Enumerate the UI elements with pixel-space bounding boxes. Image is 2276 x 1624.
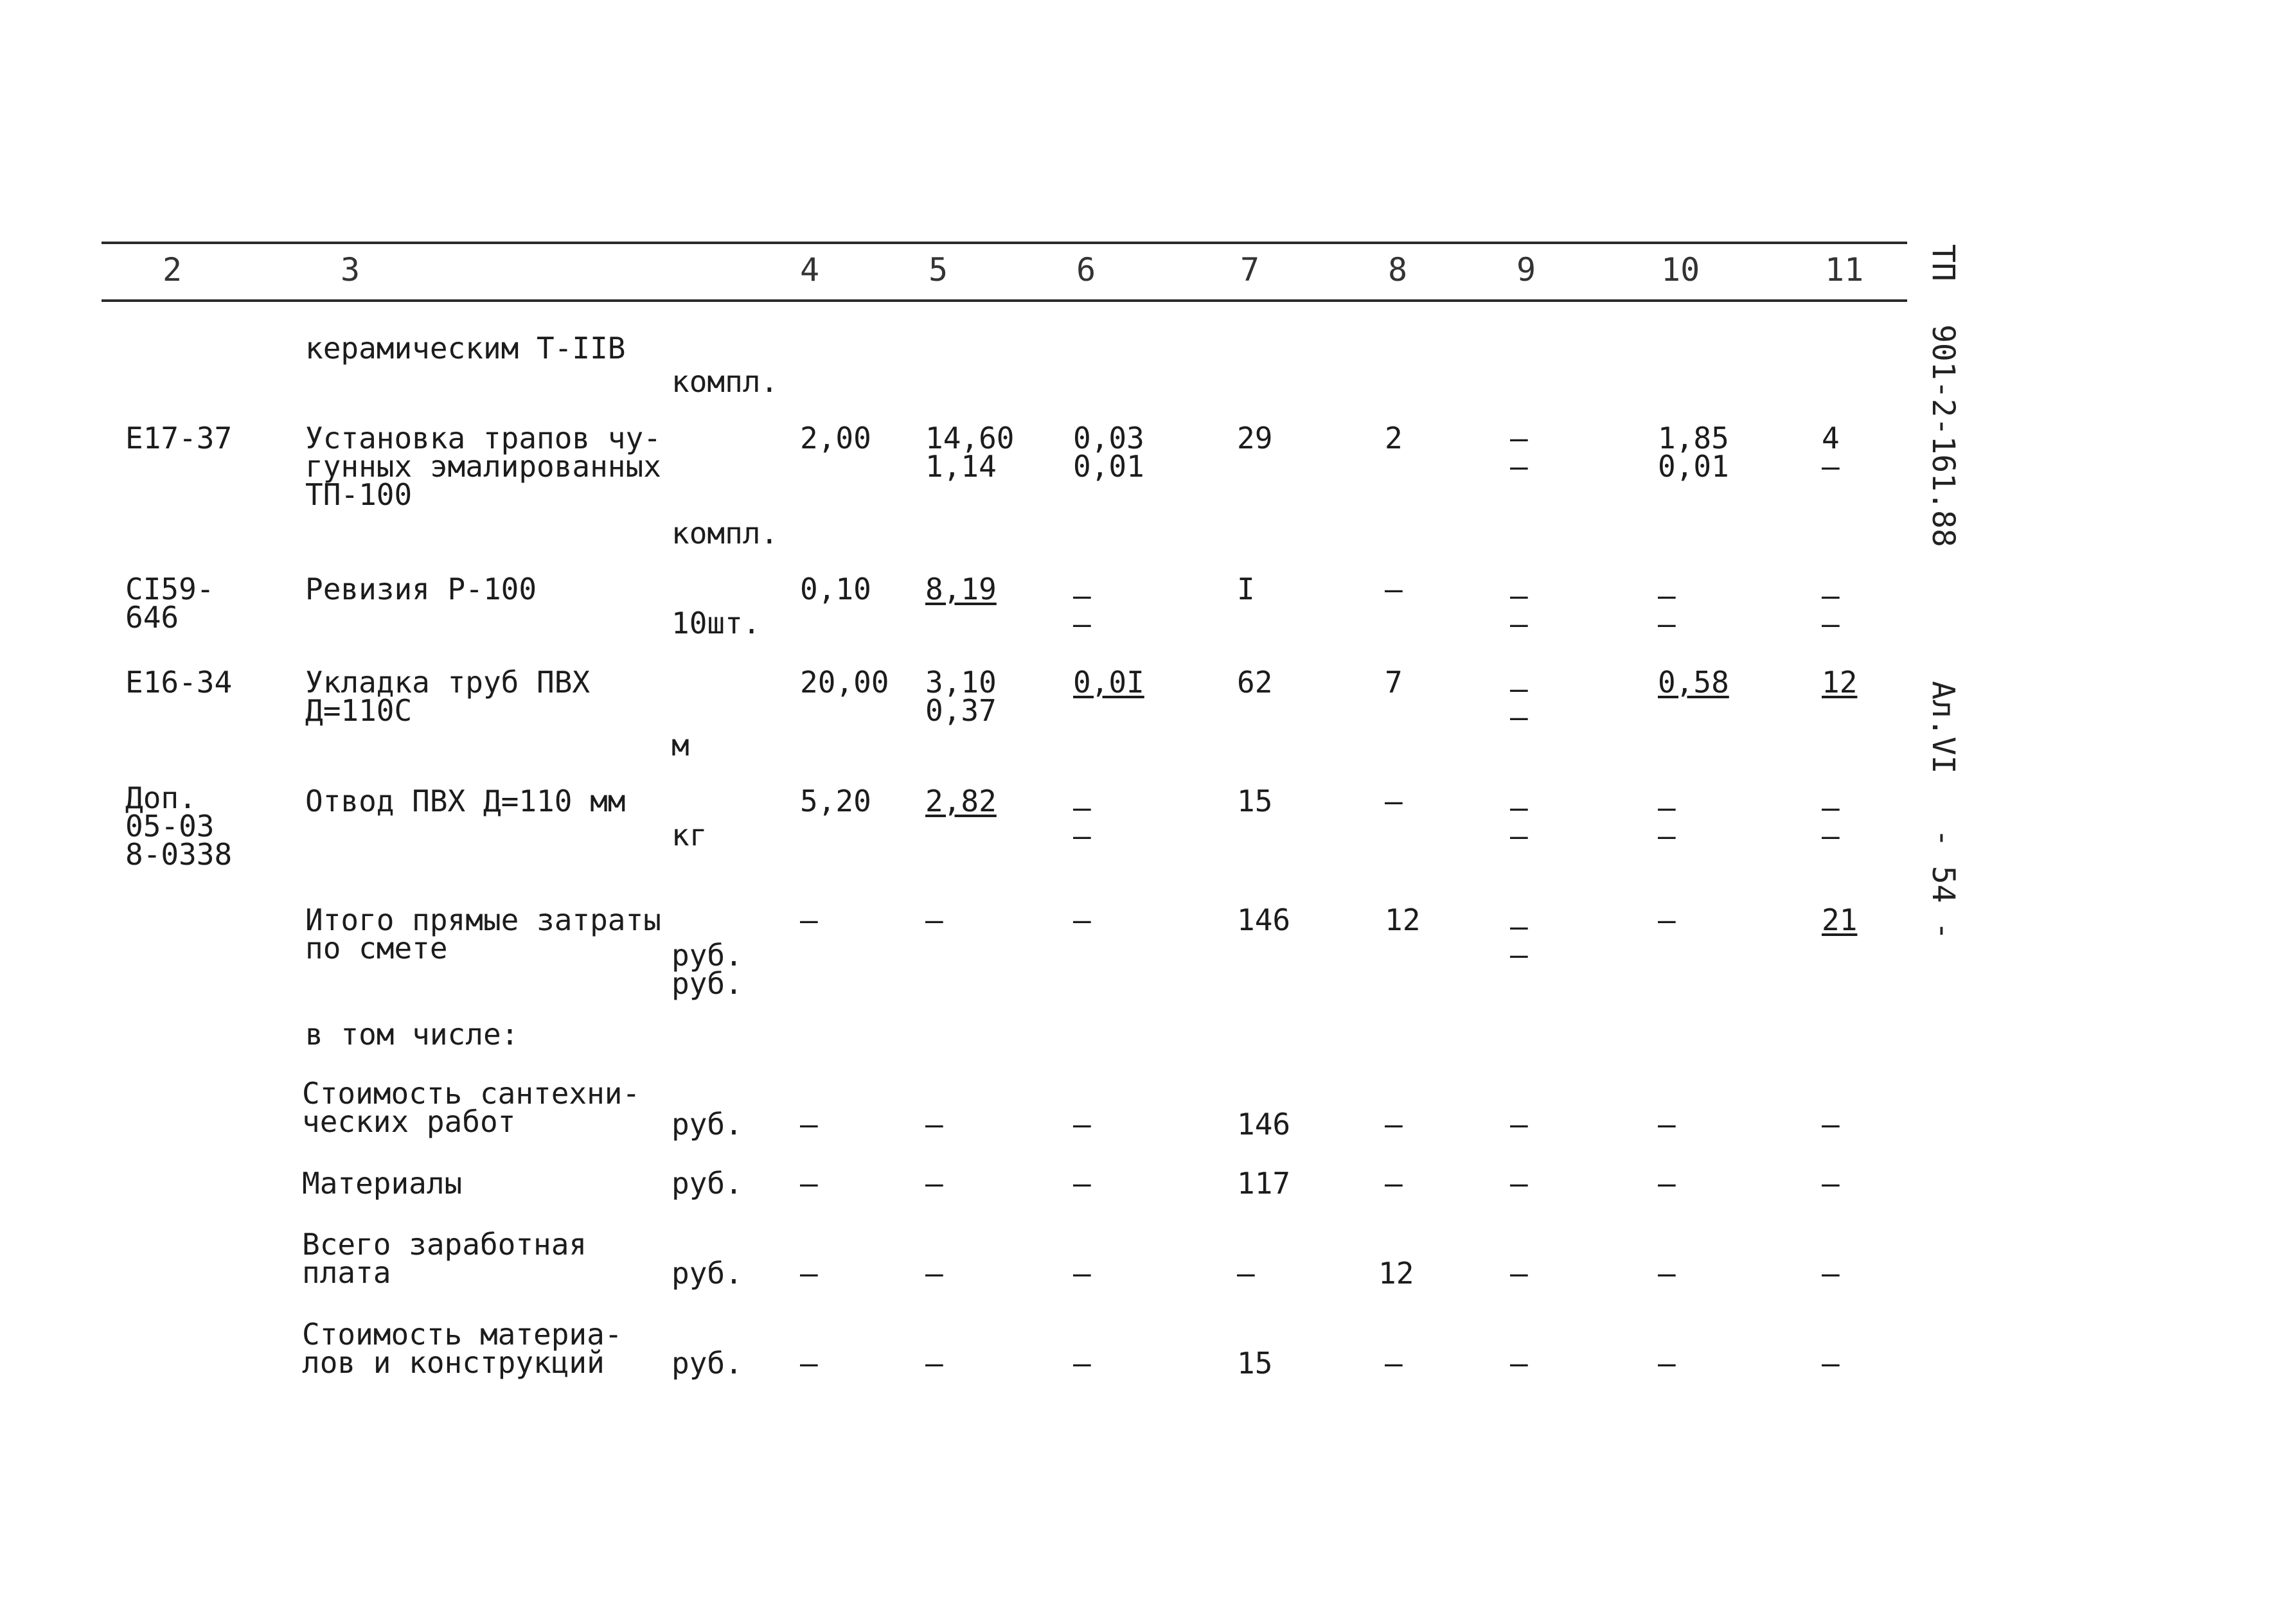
cell-col11: 4 — xyxy=(1822,421,1840,484)
cell-col10: — xyxy=(1658,1256,1676,1291)
column-header: 7 xyxy=(1240,251,1260,288)
cell-col9: — — xyxy=(1510,671,1528,734)
cell-col8: 2 xyxy=(1385,421,1403,455)
row-description: Ревизия Р-100 xyxy=(305,572,537,606)
cell-col10: — xyxy=(1658,1346,1676,1381)
row-unit: руб. xyxy=(671,1166,743,1201)
cell-col7: 62 xyxy=(1237,665,1273,700)
cell-col8: — xyxy=(1385,1346,1403,1381)
cell-col5: 14,60 1,14 xyxy=(925,421,1015,484)
cell-col7: 29 xyxy=(1237,421,1273,455)
cell-col4: — xyxy=(800,1107,818,1142)
side-page-number: - 54 - xyxy=(1925,829,1961,940)
row-description: Стоимость материа- лов и конструкций xyxy=(302,1317,623,1380)
cell-col9: — xyxy=(1510,1107,1528,1142)
cell-col11: 12 xyxy=(1822,665,1858,700)
cell-col5: — xyxy=(925,1166,943,1201)
column-header: 10 xyxy=(1661,251,1700,288)
cell-col6: — — xyxy=(1073,790,1091,853)
cell-col4: — xyxy=(800,1346,818,1381)
cell-col10: — xyxy=(1658,1166,1676,1201)
cell-col10: — — xyxy=(1658,790,1676,853)
cell-col4: — xyxy=(800,903,818,937)
row-unit: м xyxy=(671,728,689,763)
cell-col7: 15 xyxy=(1237,1346,1273,1381)
cell-col6: — — xyxy=(1073,578,1091,641)
cell-col10: — xyxy=(1658,903,1676,937)
cell-col9: — — xyxy=(1510,421,1528,484)
cell-col10: — xyxy=(1658,1107,1676,1142)
cell-col11: — xyxy=(1822,1256,1840,1291)
cell-col6: — xyxy=(1073,903,1091,937)
row-unit: руб. xyxy=(671,1346,743,1381)
cell-col4: 2,00 xyxy=(800,421,871,455)
cell-col7: 146 xyxy=(1237,1107,1291,1142)
cell-col5: 3,10 0,37 xyxy=(925,665,997,728)
column-header: 9 xyxy=(1516,251,1536,288)
row-code: Е17-37 xyxy=(125,421,233,455)
cell-col6: 0,0I xyxy=(1073,665,1144,700)
cell-col9: — — xyxy=(1510,790,1528,853)
row-description: Отвод ПВХ Д=110 мм xyxy=(305,784,626,818)
cell-col6: — xyxy=(1073,1166,1091,1201)
row-description: Укладка труб ПВХ Д=110С xyxy=(305,665,591,728)
cell-col7: I xyxy=(1237,572,1255,606)
cell-col6: — xyxy=(1073,1107,1091,1142)
cell-col5: — xyxy=(925,1346,943,1381)
cell-col5: 2,82 xyxy=(925,784,997,818)
cell-col7: 146 xyxy=(1237,903,1291,937)
row-unit: компл. xyxy=(671,364,779,399)
column-header: 11 xyxy=(1825,251,1864,288)
row-description: Материалы xyxy=(302,1166,463,1201)
cell-col5: — xyxy=(925,1256,943,1291)
column-header: 8 xyxy=(1388,251,1408,288)
cell-col4: 0,10 xyxy=(800,572,871,606)
cell-col11: 21 xyxy=(1822,903,1858,937)
cell-col8: — xyxy=(1385,784,1403,818)
cell-col4: 5,20 xyxy=(800,784,871,818)
side-stamp-album: Ал.VI xyxy=(1925,681,1961,774)
row-description: Стоимость сантехни- ческих работ xyxy=(302,1076,641,1139)
cell-col4: — xyxy=(800,1166,818,1201)
column-header: 6 xyxy=(1076,251,1096,288)
row-description: Итого прямые затраты по смете xyxy=(305,903,661,966)
row-description: керамическим Т-IIB xyxy=(305,331,626,366)
cell-col5: — xyxy=(925,903,943,937)
row-unit: кг xyxy=(671,818,707,852)
cell-col11: — xyxy=(1822,1346,1840,1381)
row-description: в том числе: xyxy=(305,1017,519,1052)
cell-col9: — xyxy=(1510,1166,1528,1201)
cell-col11: — — xyxy=(1822,578,1840,641)
cell-col10: 1,85 0,01 xyxy=(1658,421,1729,484)
row-unit: компл. xyxy=(671,516,779,551)
row-code: Доп. 05-03 8-0338 xyxy=(125,781,233,872)
cell-col7: — xyxy=(1237,1256,1255,1291)
table-top-rule xyxy=(102,242,1907,244)
side-stamp-series: ТП xyxy=(1925,244,1961,281)
cell-col5: 8,19 xyxy=(925,572,997,606)
column-header: 3 xyxy=(341,251,360,288)
cell-col4: — xyxy=(800,1256,818,1291)
row-description: Установка трапов чу- гунных эмалированных ТП-100 xyxy=(305,421,661,512)
row-unit: 10шт. xyxy=(671,606,761,640)
cell-col11: — xyxy=(1822,1107,1840,1142)
cell-col11: — xyxy=(1822,1166,1840,1201)
row-unit: руб. xyxy=(671,1256,743,1291)
cell-col9: — — xyxy=(1510,909,1528,972)
cell-col6: 0,03 0,01 xyxy=(1073,421,1144,484)
row-code: Е16-34 xyxy=(125,665,233,700)
row-description: Всего заработная плата xyxy=(302,1227,587,1290)
cell-col7: 117 xyxy=(1237,1166,1291,1201)
cell-col8: — xyxy=(1385,572,1403,606)
cell-col6: — xyxy=(1073,1346,1091,1381)
cell-col4: 20,00 xyxy=(800,665,889,700)
cell-col8: — xyxy=(1385,1107,1403,1142)
cell-col10: — — xyxy=(1658,578,1676,641)
cell-col8: — xyxy=(1385,1166,1403,1201)
column-header: 4 xyxy=(800,251,820,288)
column-header: 5 xyxy=(929,251,948,288)
cell-col8: 12 xyxy=(1385,903,1421,937)
row-code: CI59- 646 xyxy=(125,572,215,635)
cell-col9: — — xyxy=(1510,578,1528,641)
row-unit: руб. xyxy=(671,1107,743,1142)
column-header: 2 xyxy=(163,251,182,288)
cell-col10: 0,58 xyxy=(1658,665,1729,700)
cell-col8: 12 xyxy=(1378,1256,1414,1291)
cell-col8: 7 xyxy=(1385,665,1403,700)
cell-col6: — xyxy=(1073,1256,1091,1291)
cell-col11: — — xyxy=(1822,790,1840,853)
row-unit: руб. руб. xyxy=(671,938,743,1001)
table-header-rule xyxy=(102,299,1907,302)
cell-col7: 15 xyxy=(1237,784,1273,818)
cell-col9: — xyxy=(1510,1256,1528,1291)
cell-col9: — xyxy=(1510,1346,1528,1381)
cell-col5: — xyxy=(925,1107,943,1142)
side-stamp-number: 901-2-161.88 xyxy=(1925,324,1961,547)
